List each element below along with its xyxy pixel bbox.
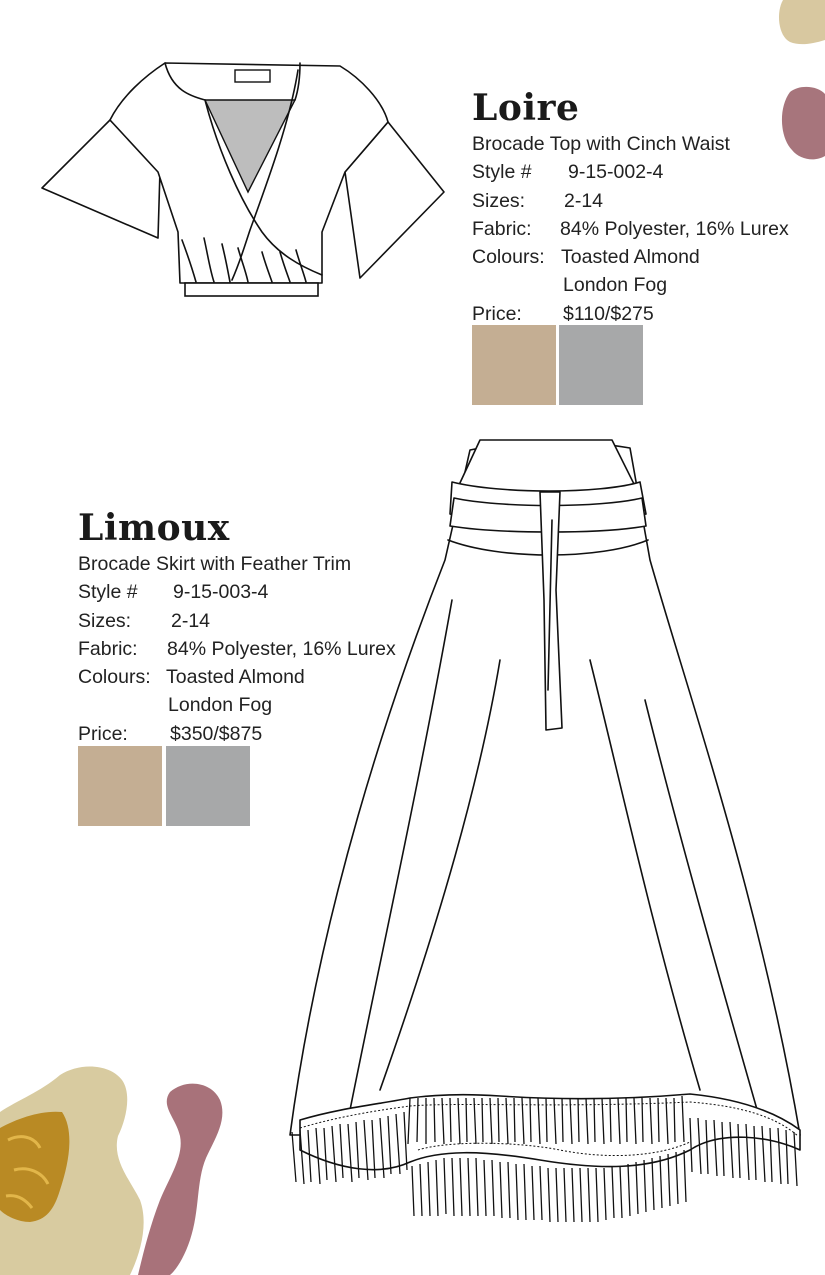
price-value: $350/$875 bbox=[170, 722, 263, 745]
limoux-spec-block bbox=[78, 507, 418, 748]
price-value: $110/$275 bbox=[563, 302, 654, 325]
colour-swatch-london-fog bbox=[559, 325, 643, 405]
colours-label: Colours: bbox=[472, 246, 545, 269]
style-label: Style # bbox=[472, 161, 532, 184]
product-description: Brocade Top with Cinch Waist bbox=[472, 133, 730, 155]
colour-swatch-toasted-almond bbox=[78, 746, 162, 826]
fabric-label: Fabric: bbox=[78, 637, 138, 660]
style-label: Style # bbox=[78, 581, 138, 604]
fabric-value: 84% Polyester, 16% Lurex bbox=[167, 637, 396, 660]
style-value: 9-15-003-4 bbox=[173, 581, 269, 604]
loire-spec-block bbox=[472, 87, 812, 328]
product-name: Loire bbox=[472, 87, 580, 129]
fabric-label: Fabric: bbox=[472, 217, 532, 240]
colour-swatch-toasted-almond bbox=[472, 325, 556, 405]
colours-label: Colours: bbox=[78, 666, 151, 689]
sizes-value: 2-14 bbox=[171, 609, 211, 632]
colour-value: Toasted Almond bbox=[166, 666, 305, 689]
sizes-label: Sizes: bbox=[78, 609, 132, 632]
product-name: Limoux bbox=[78, 507, 230, 549]
colour-swatch-london-fog bbox=[166, 746, 250, 826]
price-label: Price: bbox=[472, 302, 522, 325]
colour-value: Toasted Almond bbox=[561, 246, 700, 269]
product-description: Brocade Skirt with Feather Trim bbox=[78, 553, 352, 575]
sizes-label: Sizes: bbox=[472, 189, 526, 212]
sizes-value: 2-14 bbox=[564, 189, 604, 212]
colour-value: London Fog bbox=[168, 694, 273, 717]
price-label: Price: bbox=[78, 722, 128, 745]
colour-value: London Fog bbox=[563, 274, 668, 297]
style-value: 9-15-002-4 bbox=[568, 161, 664, 184]
fabric-value: 84% Polyester, 16% Lurex bbox=[560, 217, 789, 240]
